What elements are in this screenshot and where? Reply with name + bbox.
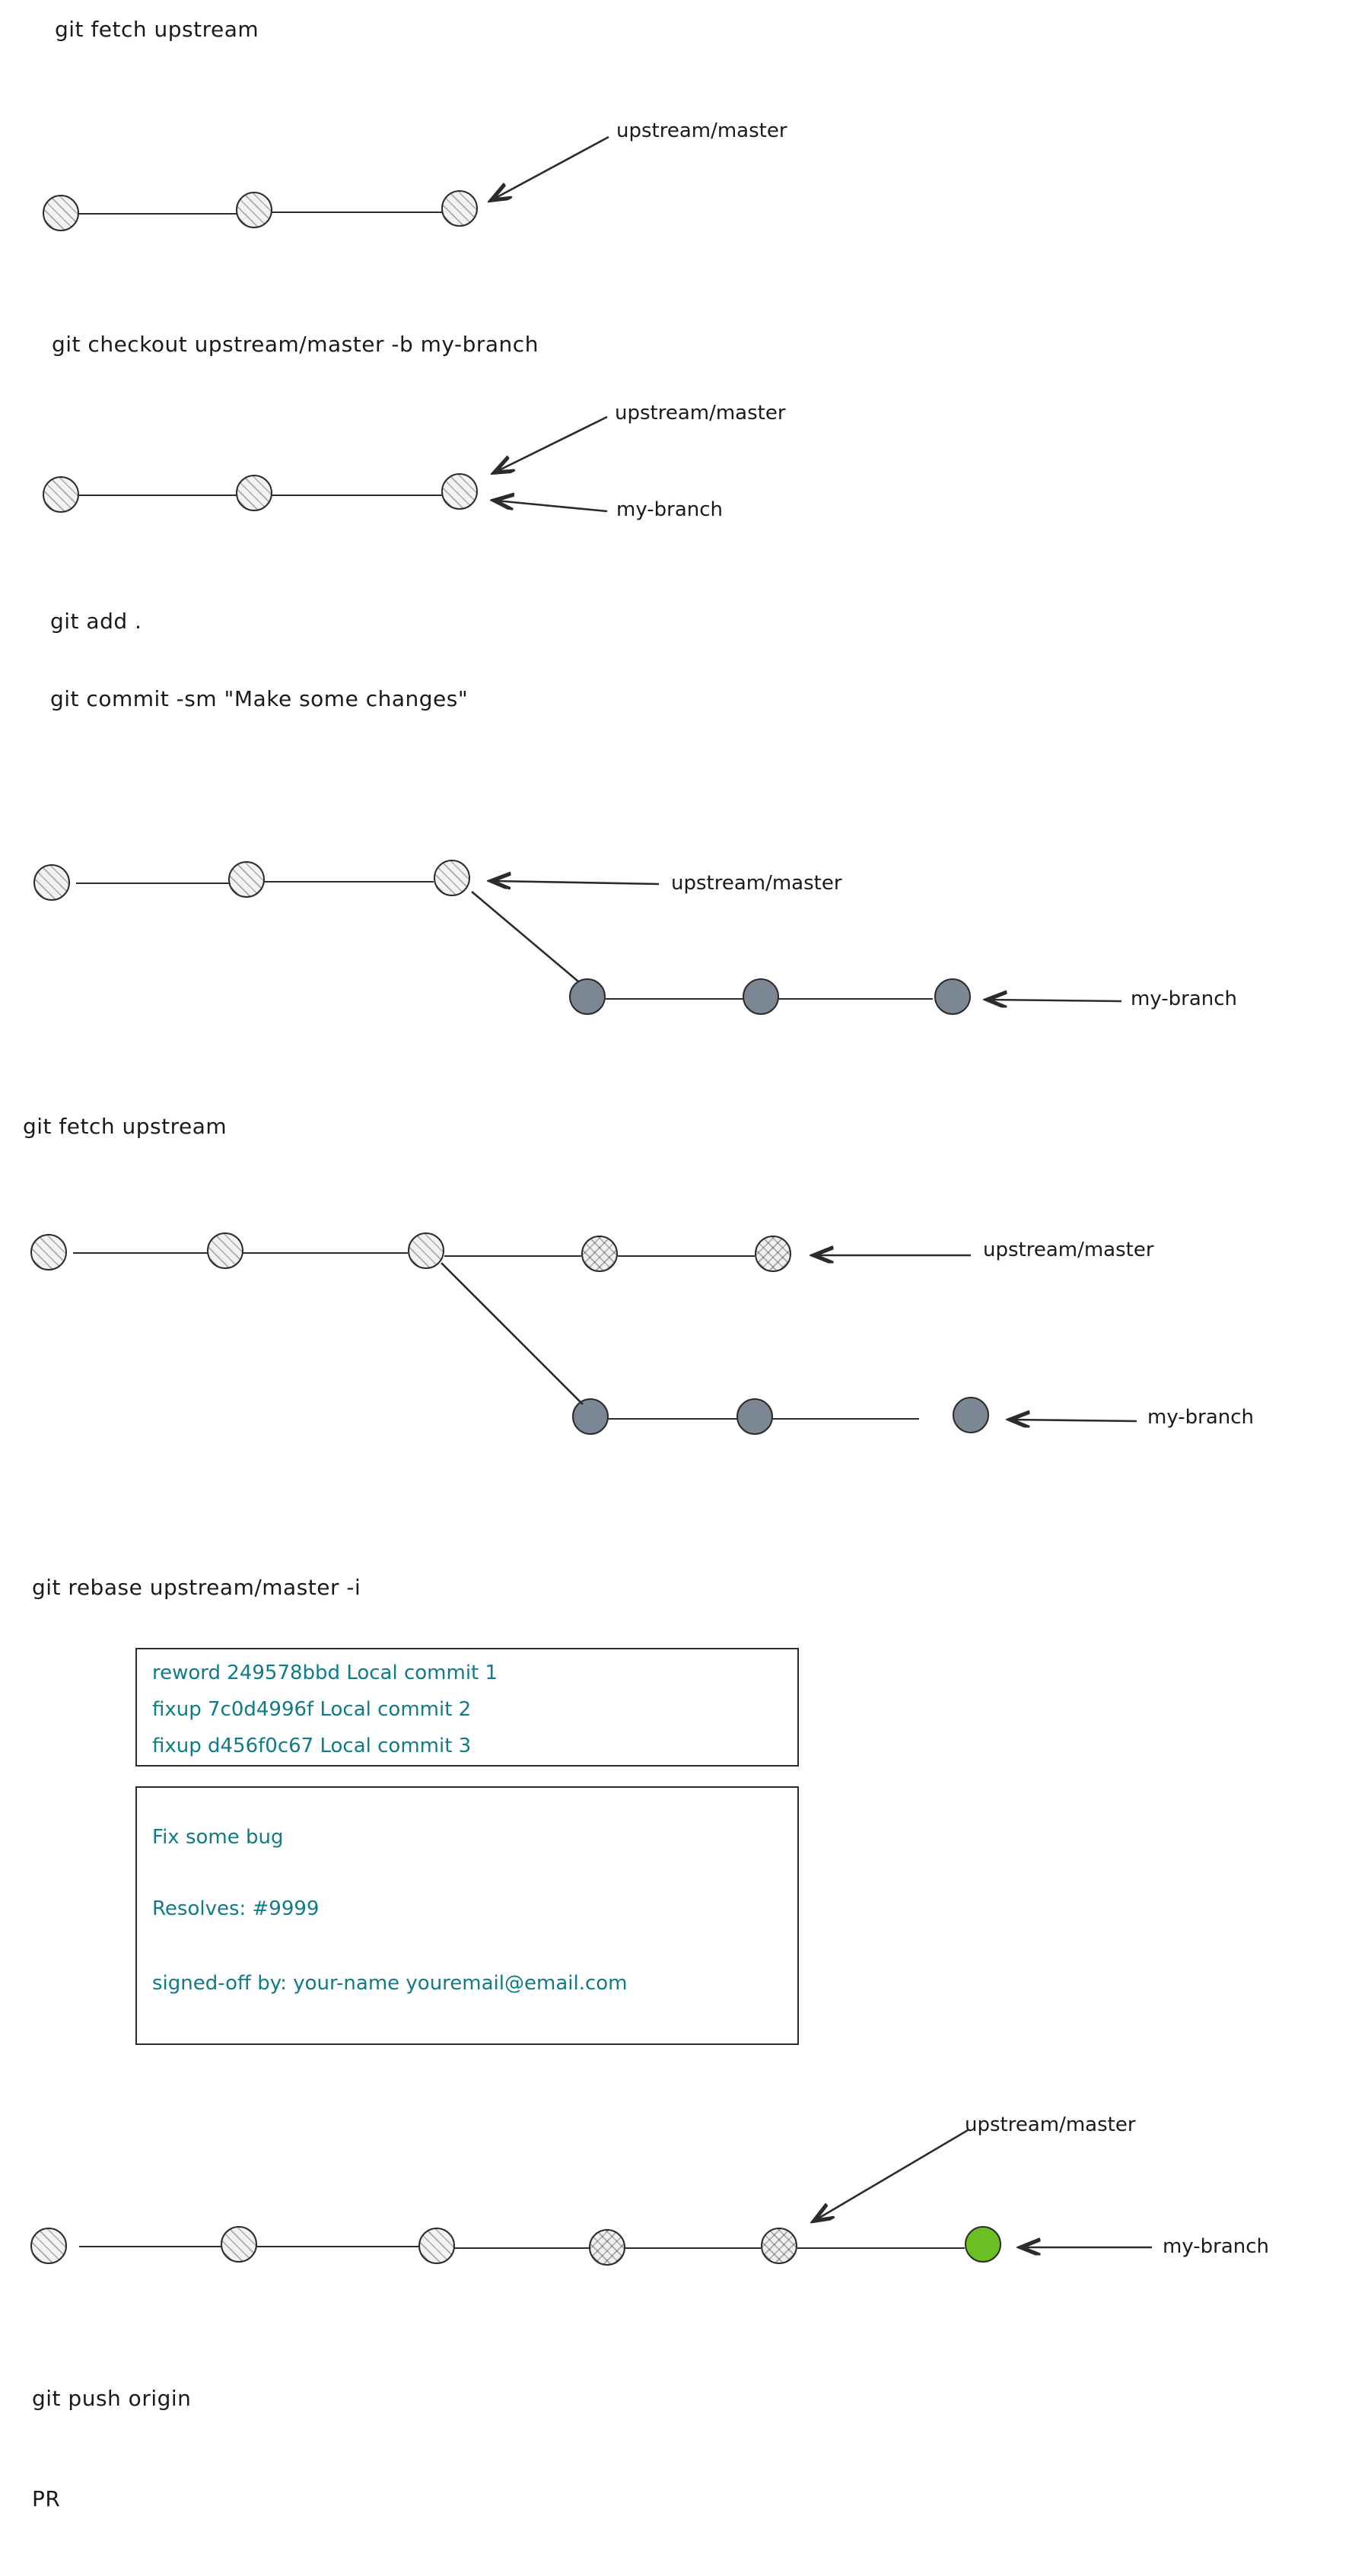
command-git-commit: git commit -sm "Make some changes" [50, 686, 469, 711]
fork-edge [441, 1263, 583, 1404]
edge [79, 495, 254, 496]
commit-node [408, 1232, 444, 1269]
label-my-branch: my-branch [1163, 2235, 1270, 2258]
commit-node [441, 190, 478, 227]
edge [765, 998, 933, 1000]
label-upstream-master: upstream/master [615, 402, 786, 425]
fork-edge [472, 892, 578, 981]
branch-commit-node [953, 1397, 989, 1433]
rebase-todo-line: fixup 7c0d4996f Local commit 2 [152, 1698, 472, 1721]
arrow-my-branch [1012, 1420, 1137, 1421]
label-upstream-master: upstream/master [616, 119, 787, 142]
arrow-upstream-master [496, 417, 607, 472]
arrow-upstream-master [493, 137, 609, 199]
edge [79, 2246, 239, 2247]
command-git-fetch-upstream-2: git fetch upstream [23, 1114, 227, 1139]
rebase-todo-line: fixup d456f0c67 Local commit 3 [152, 1735, 472, 1757]
command-git-rebase: git rebase upstream/master -i [32, 1575, 361, 1600]
commit-node [755, 1236, 791, 1272]
label-upstream-master: upstream/master [983, 1239, 1154, 1261]
commit-node [418, 2228, 455, 2264]
arrow-upstream-master [816, 2130, 968, 2220]
edge [444, 1255, 581, 1257]
commit-node [207, 1232, 243, 1269]
rebase-todo-line: reword 249578bbd Local commit 1 [152, 1662, 498, 1684]
edge [254, 495, 444, 496]
command-git-fetch-upstream-1: git fetch upstream [55, 17, 259, 42]
edge [76, 883, 243, 884]
arrow-my-branch [496, 501, 607, 511]
commit-node [581, 1236, 618, 1272]
arrow-upstream-master [493, 881, 659, 884]
commit-node [30, 1234, 67, 1271]
commit-node [236, 192, 272, 228]
branch-commit-node [572, 1398, 609, 1435]
label-my-branch: my-branch [1131, 987, 1238, 1010]
edge [239, 2246, 422, 2247]
commit-node [30, 2228, 67, 2264]
label-my-branch: my-branch [1147, 1406, 1255, 1429]
command-git-add: git add . [50, 609, 142, 634]
commit-node [236, 475, 272, 511]
commit-message-line: Resolves: #9999 [152, 1897, 320, 1920]
edge [600, 1418, 752, 1420]
branch-commit-node [736, 1398, 773, 1435]
commit-node [221, 2226, 257, 2263]
branch-commit-node [569, 978, 606, 1015]
arrow-my-branch [989, 1000, 1121, 1001]
commit-node [761, 2228, 797, 2264]
label-upstream-master: upstream/master [965, 2113, 1136, 2136]
edge [254, 211, 444, 213]
command-git-checkout: git checkout upstream/master -b my-branch [52, 332, 539, 357]
commit-message-line: Fix some bug [152, 1826, 284, 1849]
branch-commit-node [743, 978, 779, 1015]
edge [243, 881, 434, 883]
commit-node [43, 195, 79, 231]
command-git-push-origin: git push origin [32, 2386, 192, 2411]
edge [797, 2247, 965, 2249]
edge [606, 998, 765, 1000]
edge [240, 1252, 408, 1254]
label-my-branch: my-branch [616, 498, 724, 521]
commit-node [43, 476, 79, 513]
commit-message-line: signed-off by: your-name youremail@email.com [152, 1972, 628, 1995]
label-upstream-master: upstream/master [671, 872, 842, 895]
commit-node [434, 860, 470, 896]
edge [752, 1418, 919, 1420]
branch-head-node [965, 2226, 1001, 2263]
commit-node [33, 864, 70, 901]
edge [618, 1255, 755, 1257]
commit-node [228, 861, 265, 898]
edge [79, 213, 254, 215]
command-pr: PR [32, 2486, 61, 2511]
commit-node [589, 2229, 625, 2266]
commit-node [441, 473, 478, 510]
branch-commit-node [934, 978, 971, 1015]
